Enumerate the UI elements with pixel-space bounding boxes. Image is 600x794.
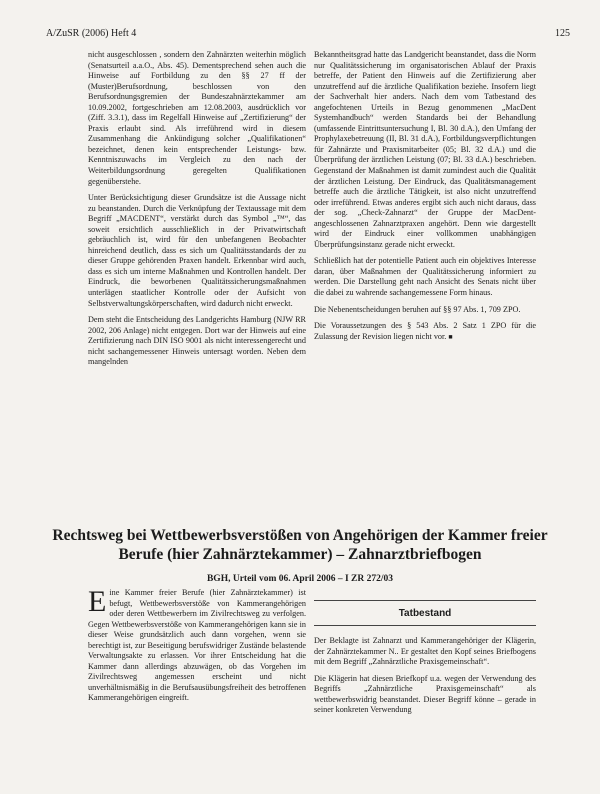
paragraph: Die Klägerin hat diesen Briefkopf u.a. wegen der Verwendung des Begriffs „Zahnärztliche Praxisgemeinschaft“ als wettbewerbswidrig beanstandet. Dieser Begriff könne – gerade in seiner konkreten Verwendung — [314, 673, 536, 715]
paragraph: Der Beklagte ist Zahnarzt und Kammerangehöriger der Klägerin, der Zahnärztekammer N.. Er gestaltet den Kopf seines Briefbogens mit dem Begriff „Zahnärztliche Praxisgemeinschaft“. — [314, 636, 536, 667]
section-heading: Tatbestand — [314, 600, 536, 626]
journal-name: A/ZuSR (2006) Heft 4 — [46, 28, 137, 39]
right-column — [314, 50, 536, 348]
paragraph: Dem steht die Entscheidung des Landgerichts Hamburg (NJW RR 2002, 206 Anlage) nicht entgegen. Dort war der Hinweis auf eine Zertifizierung nach DIN ISO 9001 als nicht interessengerecht und nicht sachangemessener Hinweis untersagt worden. Neben dem mangelnden — [88, 315, 306, 367]
leitsatz-column — [88, 585, 306, 710]
end-mark: ■ — [448, 332, 453, 341]
left-column — [88, 50, 306, 374]
drop-cap: E — [88, 585, 107, 618]
leitsatz-text: ine Kammer freier Berufe (hier Zahnärztekammer) ist befugt, Wettbewerbsverstöße von Kammerangehörigen oder deren Wettbewerbern im Zivilrechtsweg zu verfolgen. Gegen Wettbewerbsverstöße von Kammerangehörigen kann sie in dieser Weise grundsätzlich auch dann vorgehen, wenn sie berechtigt ist, zur Beseitigung berufswidriger Zustände belastende Verwaltungsakte zu erlassen. Vor ihrer Entscheidung hat die Kammer dann allerdings abzuwägen, ob das Vorgehen im Zivilrechtsweg angemessen erscheint und nicht unverhältnismäßig in die Berufsausübungsfreiheit des betroffenen Kammerangehörigen eingreift. — [88, 588, 306, 703]
article-title: Rechtsweg bei Wettbewerbsverstößen von Angehörigen der Kammer freier Berufe (hier Zahnärztekammer) – Zahnarztbriefbogen — [52, 527, 548, 563]
tatbestand-column — [314, 636, 536, 722]
paragraph: Unter Berücksichtigung dieser Grundsätze ist die Aussage nicht zu beanstanden. Durch die Verknüpfung der Textaussage mit dem Begriff „MACDENT“, verstärkt durch das Symbol „™“, das soweit ersichtlich ausschließlich in der Privatwirtschaft gebräuchlich ist, wird für den unbefangenen Beobachter hinreichend deutlich, dass es sich um Qualitätsstandards der zu dieser Gruppe gehörenden Praxen handelt. Erkennbar wird auch, dass es sich um interne Maßnahmen und Kontrollen handelt. Der Eindruck, die beworbenen Qualitätssicherungsmaßnahmen unterlägen staatlicher Kontrolle oder der Aufsicht von Selbstverwaltungskörperschaften, wird dadurch nicht erweckt. — [88, 193, 306, 308]
paragraph: Bekanntheitsgrad hatte das Landgericht beanstandet, dass die Norm nur Qualitätssicherung im organisatorischen Ablauf der Praxis betreffe, der Patient den Hinweis auf die Zertifizierung aber unzutreffend auf die ärztliche Qualifikation beziehe. Insofern liegt der Sachverhalt hier anders. Nach dem vom Tatbestand des angefochtenen Urteils in Bezug genommenen „MacDent Systemhandbuch“ werden Standards bei der Behandlung (umfassende Eintrittsuntersuchung I, Bl. 30 d.A.), den Umfang der Prophylaxebetreuung (II, Bl. 31 d.A.), Fortbildungsverpflichtungen für Zahnärzte und Praxismitarbeiter (05; Bl. 32 d.A.) und die Überprüfung der ärztlichen Leistung (07; Bl. 33 d.A.) beschrieben. Gegenstand der Maßnahmen ist damit zumindest auch die Qualität der ärztlichen Leistung. Der Eindruck, das Qualitätsmanagement betreffe auch die ärztliche Tätigkeit, ist also nicht unzutreffend oder irreführend. Etwas anderes ergibt sich auch nicht daraus, dass der sog. „Check-Zahnarzt“ der Gruppe der MacDent-angeschlossenen Zahnarztpraxen angehört. Denn wie dargestellt wird der Eindruck einer vollkommen unabhängigen Überprüfungsinstanz gerade nicht erweckt. — [314, 50, 536, 249]
paragraph — [314, 321, 536, 342]
paragraph: Schließlich hat der potentielle Patient auch ein objektives Interesse daran, über Maßnahmen der Qualitätssicherung informiert zu werden. Die Darstellung geht nach Ansicht des Senats nicht über die dabei zu wahrende sachangemessene Form hinaus. — [314, 256, 536, 298]
page-number: 125 — [555, 28, 570, 39]
paragraph: nicht ausgeschlossen , sondern den Zahnärzten weiterhin möglich (Senatsurteil a.a.O., Abs. 45). Dementsprechend sehen auch die Hinweise auf Fortbildung zu den §§ 27 ff der (Muster)Berufsordnung, beschlossen von den Berufsordnungsgremien der Bundeszahnärztekammer am 10.09.2002, fortgeschrieben am 12.08.2003, ausdrücklich vor (Ziff. 3.3.1), dass im Regelfall Hinweise auf „Zertifizierung“ der Praxis erlaubt sind. Als irreführend wird in diesem Zusammenhang die Ankündigung solcher „Qualifikationen“ bezeichnet, denen kein entsprechender Leistungs- bzw. Kenntniszuwachs im Vergleich zu den nach der Weiterbildungsordnung geregelten Qualifikationen gegenüberstehe. — [88, 50, 306, 186]
running-header — [46, 28, 570, 42]
court-citation: BGH, Urteil vom 06. April 2006 – I ZR 272/03 — [206, 574, 394, 584]
article-title-block — [40, 526, 560, 584]
paragraph: Die Nebenentscheidungen beruhen auf §§ 97 Abs. 1, 709 ZPO. — [314, 304, 521, 314]
leitsatz-paragraph — [88, 585, 306, 704]
paragraph-text: Die Voraussetzungen des § 543 Abs. 2 Satz 1 ZPO für die Zulassung der Revision liegen nicht vor. — [314, 321, 536, 341]
